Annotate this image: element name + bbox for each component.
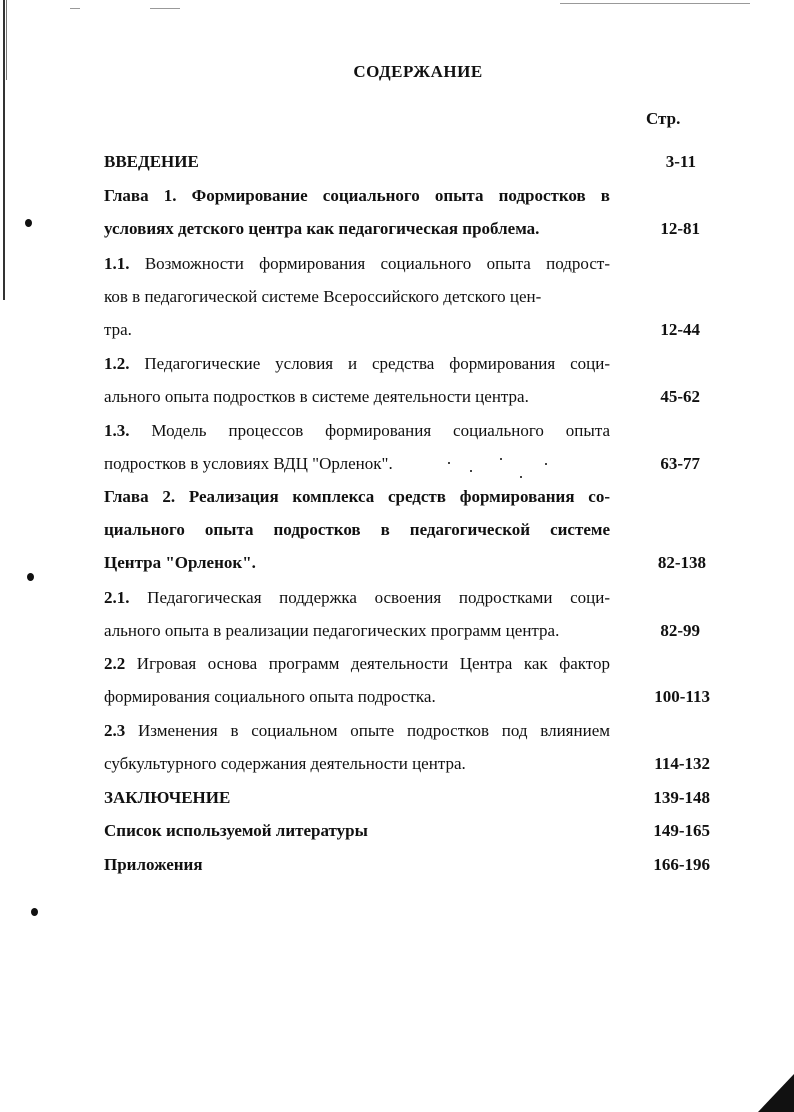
toc-page-range: 166-196 — [653, 855, 710, 874]
toc-entry-line: Глава 1. Формирование социального опыта подростков в — [104, 186, 610, 205]
toc-entry-line: ВВЕДЕНИЕ — [104, 152, 199, 171]
toc-entry-line — [104, 421, 610, 441]
toc-entry-text: Модель процессов формирования социального опыта — [151, 421, 610, 440]
scan-top-mark — [560, 3, 750, 4]
toc-entry-line: циального опыта подростков в педагогической системе — [104, 520, 610, 539]
scan-edge-mark — [3, 0, 5, 300]
scan-top-mark — [150, 8, 180, 9]
toc-page-range: 139-148 — [653, 788, 710, 807]
toc-entry-number: 2.1. — [104, 588, 130, 607]
toc-page-range: 63-77 — [660, 454, 700, 473]
toc-entry-text: Педагогические условия и средства формирования соци- — [144, 354, 610, 373]
toc-entry-line: Список используемой литературы — [104, 821, 368, 840]
scan-speck — [448, 462, 450, 464]
toc-entry-line — [104, 721, 610, 741]
scan-speck — [500, 458, 502, 460]
toc-entry-line: Центра "Орленок". — [104, 553, 256, 572]
toc-entry-line — [104, 354, 610, 374]
toc-entry-line: Приложения — [104, 855, 203, 874]
toc-page-range: 100-113 — [654, 687, 710, 706]
toc-entry-line — [104, 654, 610, 674]
page-column-header: Стр. — [646, 109, 681, 128]
toc-entry-text: Педагогическая поддержка освоения подростками соци- — [147, 588, 611, 607]
toc-page-range: 3-11 — [665, 152, 696, 171]
toc-entry-text: Игровая основа программ деятельности Центра как фактор — [136, 654, 611, 673]
toc-entry-line: ЗАКЛЮЧЕНИЕ — [104, 788, 231, 807]
toc-page-range: 12-44 — [660, 320, 700, 339]
toc-entry-number: 2.3 — [104, 721, 126, 740]
toc-entry-line: ального опыта в реализации педагогических программ центра. — [104, 621, 560, 640]
toc-entry-number: 1.2. — [104, 354, 130, 373]
toc-entry-line: формирования социального опыта подростка. — [104, 687, 436, 706]
toc-entry-line: подростков в условиях ВДЦ "Орленок". — [104, 454, 393, 473]
toc-page-range: 12-81 — [660, 219, 700, 238]
scan-speck — [545, 463, 547, 465]
toc-entry-number: 2.2 — [104, 654, 126, 673]
punch-hole-dot — [27, 573, 34, 581]
toc-entry-line: ков в педагогической системе Всероссийского детского цен- — [104, 287, 542, 306]
toc-page-range: 114-132 — [654, 754, 710, 773]
page-title: СОДЕРЖАНИЕ — [353, 62, 483, 81]
scan-speck — [520, 476, 522, 478]
punch-hole-dot — [25, 219, 32, 227]
scan-speck — [470, 470, 472, 472]
toc-page-range: 149-165 — [653, 821, 710, 840]
toc-entry-line — [104, 254, 610, 274]
scan-corner-mark — [758, 1074, 794, 1112]
toc-entry-line: субкультурного содержания деятельности центра. — [104, 754, 466, 773]
toc-entry-text: Возможности формирования социального опыта подрост- — [144, 254, 610, 273]
toc-page-range: 82-138 — [657, 553, 706, 572]
scan-top-mark — [70, 8, 80, 9]
toc-page-range: 45-62 — [660, 387, 700, 406]
toc-entry-line: Глава 2. Реализация комплекса средств формирования со- — [104, 487, 610, 506]
toc-page-range: 82-99 — [660, 621, 700, 640]
toc-entry-line: условиях детского центра как педагогическая проблема. — [104, 219, 540, 238]
toc-entry-line — [104, 588, 610, 608]
toc-entry-line: ального опыта подростков в системе деятельности центра. — [104, 387, 529, 406]
toc-entry-number: 1.1. — [104, 254, 130, 273]
toc-entry-number: 1.3. — [104, 421, 130, 440]
toc-entry-text: Изменения в социальном опыте подростков под влиянием — [138, 721, 611, 740]
punch-hole-dot — [31, 908, 38, 916]
toc-entry-line: тра. — [104, 320, 132, 339]
